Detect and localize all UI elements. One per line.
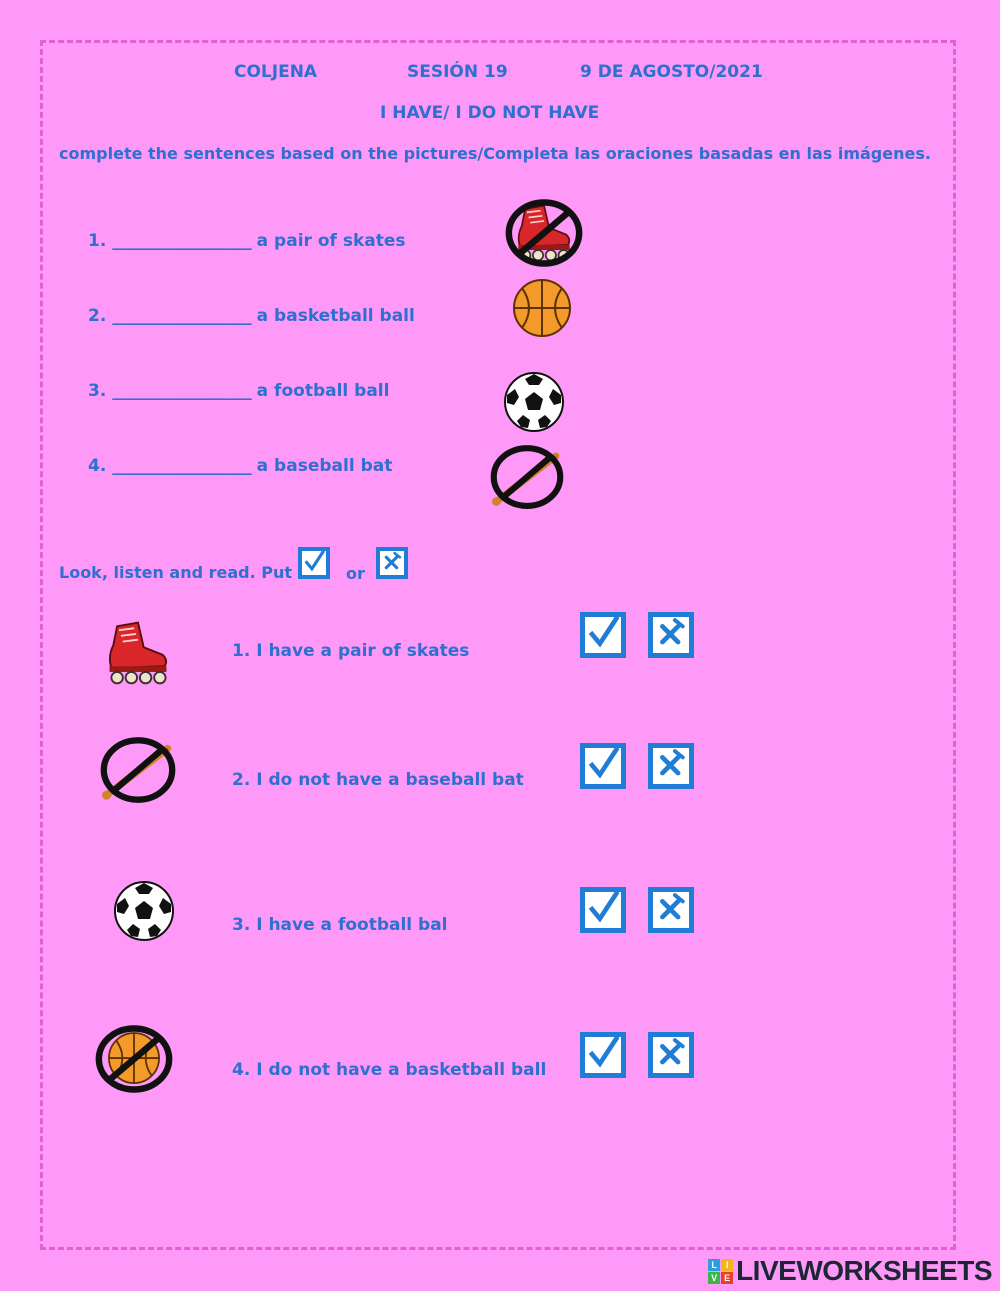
session-label: SESIÓN 19 — [407, 62, 508, 82]
answer-blank-3[interactable]: _______________ — [112, 381, 251, 401]
logo-text: LIVEWORKSHEETS — [736, 1255, 992, 1286]
legend-x-box — [376, 547, 408, 579]
logo-letter-i: I — [721, 1259, 733, 1271]
x-icon — [653, 617, 689, 653]
x-box-2[interactable] — [648, 743, 694, 789]
answer-blank-2[interactable]: _______________ — [112, 306, 251, 326]
legend-check-box — [298, 547, 330, 579]
liveworksheets-logo[interactable] — [708, 1255, 992, 1287]
skates-crossed-icon — [500, 196, 588, 270]
x-box-1[interactable] — [648, 612, 694, 658]
item-number: 3. — [88, 381, 107, 401]
instruction-or: or — [346, 564, 365, 583]
basketball-crossed-icon — [92, 1022, 176, 1096]
check-box-4[interactable] — [580, 1032, 626, 1078]
school-name: COLJENA — [234, 62, 318, 82]
worksheet-title: I HAVE/ I DO NOT HAVE — [380, 103, 600, 123]
exercise1-item-4 — [88, 456, 392, 476]
skates-icon — [100, 618, 176, 686]
football-icon — [113, 880, 175, 942]
instruction-complete: complete the sentences based on the pictures/Completa las oraciones basadas en las imágenes. — [59, 144, 931, 163]
x-box-4[interactable] — [648, 1032, 694, 1078]
check-box-1[interactable] — [580, 612, 626, 658]
logo-letter-e: E — [721, 1272, 733, 1284]
x-icon — [380, 551, 404, 575]
instruction-look-listen: Look, listen and read. Put — [59, 563, 293, 582]
exercise2-statement-2: 2. I do not have a baseball bat — [232, 770, 524, 790]
check-box-2[interactable] — [580, 743, 626, 789]
check-icon — [585, 892, 621, 928]
date-label: 9 DE AGOSTO/2021 — [580, 62, 763, 82]
check-icon — [302, 551, 326, 575]
check-icon — [585, 748, 621, 784]
answer-blank-4[interactable]: _______________ — [112, 456, 251, 476]
check-box-3[interactable] — [580, 887, 626, 933]
exercise1-item-3 — [88, 381, 389, 401]
x-icon — [653, 892, 689, 928]
item-text: a baseball bat — [256, 456, 393, 476]
x-icon — [653, 748, 689, 784]
logo-letter-l: L — [708, 1259, 720, 1271]
baseball-bat-crossed-icon — [93, 734, 183, 806]
item-text: a football ball — [256, 381, 390, 401]
item-text: a basketball ball — [256, 306, 415, 326]
basketball-icon — [512, 278, 572, 338]
football-icon — [503, 371, 565, 433]
x-icon — [653, 1037, 689, 1073]
item-number: 1. — [88, 231, 107, 251]
baseball-bat-crossed-icon — [482, 442, 572, 512]
check-icon — [585, 1037, 621, 1073]
item-number: 2. — [88, 306, 107, 326]
exercise2-statement-3: 3. I have a football bal — [232, 915, 448, 935]
logo-letter-v: V — [708, 1272, 720, 1284]
item-number: 4. — [88, 456, 107, 476]
exercise2-statement-4: 4. I do not have a basketball ball — [232, 1060, 547, 1080]
answer-blank-1[interactable]: _______________ — [112, 231, 251, 251]
exercise1-item-1 — [88, 231, 406, 251]
x-box-3[interactable] — [648, 887, 694, 933]
item-text: a pair of skates — [256, 231, 406, 251]
exercise2-statement-1: 1. I have a pair of skates — [232, 641, 470, 661]
exercise1-item-2 — [88, 306, 415, 326]
check-icon — [585, 617, 621, 653]
logo-grid-icon — [708, 1259, 733, 1284]
